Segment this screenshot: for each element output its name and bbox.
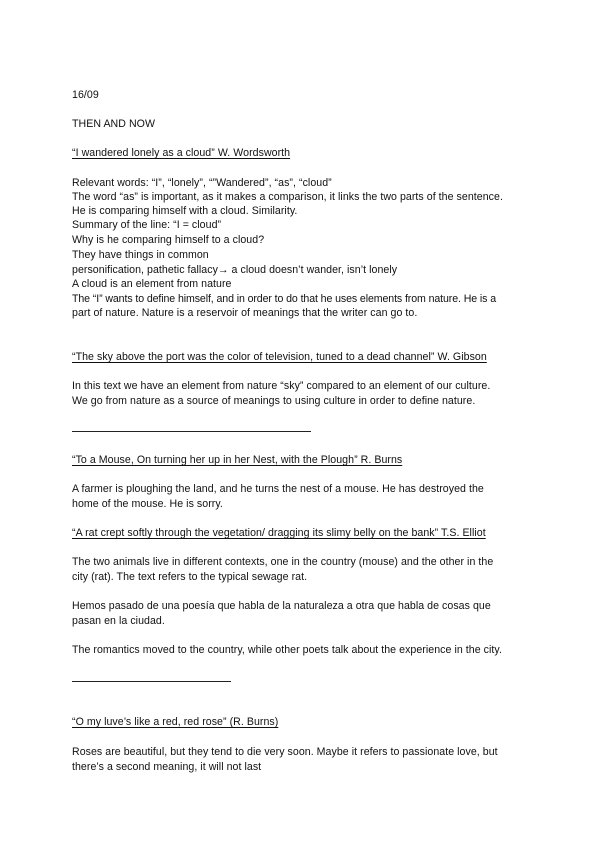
paragraph-line: personification, pathetic fallacy→ a cloud doesn’t wander, isn’t lonely [72, 264, 398, 276]
paragraph-line: The word “as” is important, as it makes a comparison, it links the two parts of the sentence. [72, 191, 503, 203]
paragraph-line: Roses are beautiful, but they tend to die very soon. Maybe it refers to passionate love, but [72, 746, 498, 758]
paragraph-line: home of the mouse. He is sorry. [72, 498, 223, 510]
paragraph-line: part of nature. Nature is a reservoir of meanings that the writer can go to. [72, 307, 418, 319]
document-title: THEN AND NOW [72, 118, 155, 130]
paragraph-line: pasan en la ciudad. [72, 615, 165, 627]
paragraph-line: They have things in common [72, 249, 209, 261]
section-heading-gibson: “The sky above the port was the color of television, tuned to a dead channel” W. Gibson [72, 351, 487, 363]
date: 16/09 [72, 89, 99, 101]
paragraph-line: there’s a second meaning, it will not last [72, 761, 262, 773]
paragraph-line: The romantics moved to the country, while other poets talk about the experience in the city. [72, 644, 502, 656]
section-heading-burns-mouse: “To a Mouse, On turning her up in her Nest, with the Plough” R. Burns [72, 454, 403, 466]
paragraph-line: A cloud is an element from nature [72, 278, 232, 290]
paragraph-line: The “I” wants to define himself, and in order to do that he uses elements from nature. He is a [72, 293, 496, 305]
paragraph-line: He is comparing himself with a cloud. Similarity. [72, 205, 298, 217]
paragraph-line: Hemos pasado de una poesía que habla de la naturaleza a otra que habla de cosas que [72, 600, 491, 612]
paragraph-line: The two animals live in different contexts, one in the country (mouse) and the other in the [72, 556, 494, 568]
paragraph-line: In this text we have an element from nature “sky” compared to an element of our culture. [72, 380, 491, 392]
paragraph-line: city (rat). The text refers to the typical sewage rat. [72, 571, 308, 583]
paragraph-line: Why is he comparing himself to a cloud? [72, 234, 265, 246]
section-heading-burns-rose: “O my luve’s like a red, red rose” (R. Burns) [72, 716, 279, 728]
paragraph-line: We go from nature as a source of meanings to using culture in order to define nature. [72, 395, 476, 407]
section-heading-eliot: “A rat crept softly through the vegetation/ dragging its slimy belly on the bank” T.S. Elliot [72, 527, 486, 539]
paragraph-line: Relevant words: “I”, “lonely”, “”Wandered”, “as”, “cloud” [72, 177, 332, 189]
horizontal-divider [72, 431, 311, 432]
horizontal-divider [72, 681, 231, 682]
section-heading-wordsworth: “I wandered lonely as a cloud” W. Wordsworth [72, 147, 291, 159]
paragraph-line: A farmer is ploughing the land, and he turns the nest of a mouse. He has destroyed the [72, 483, 484, 495]
paragraph-line: Summary of the line: “I = cloud” [72, 219, 222, 231]
